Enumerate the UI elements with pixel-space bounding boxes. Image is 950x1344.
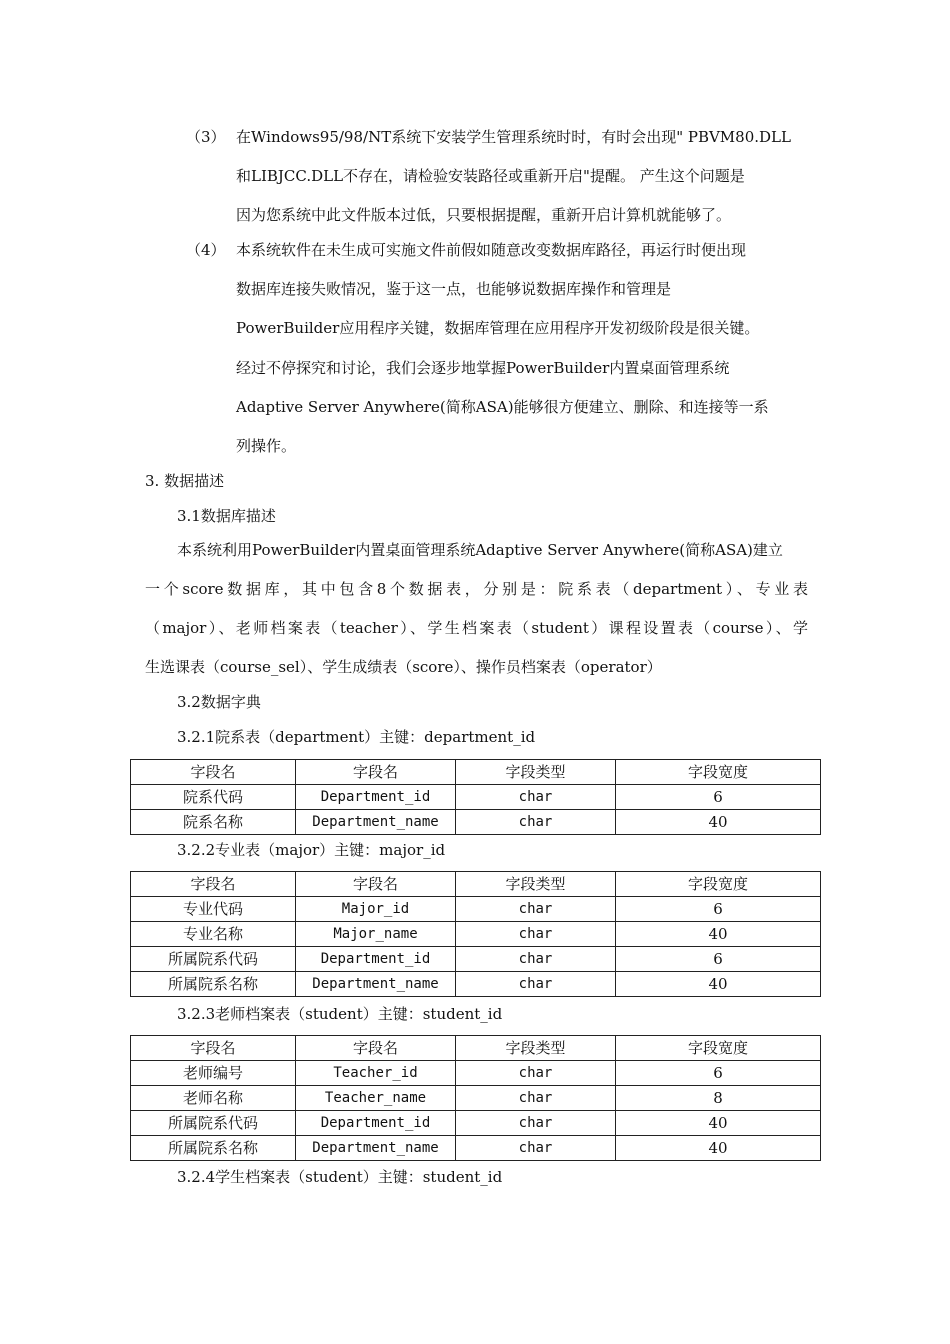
header-cell: 字段名 [296, 760, 456, 785]
header-cell: 字段名 [131, 760, 296, 785]
table-cell: Department_id [296, 947, 456, 972]
header-cell: 字段类型 [456, 760, 616, 785]
table-cell: char [456, 922, 616, 947]
table-cell: 院系名称 [131, 810, 296, 835]
table-major [130, 871, 821, 997]
note-4-number: （4） [186, 241, 226, 259]
section-3-2-heading: 3.2数据字典 [177, 693, 261, 711]
note-3-number: （3） [186, 128, 226, 146]
header-cell: 字段类型 [456, 872, 616, 897]
header-cell: 字段名 [131, 1036, 296, 1061]
table-teacher-caption: 3.2.3老师档案表（student）主键：student_id [177, 1005, 503, 1023]
table-row [131, 972, 821, 997]
table-cell: 40 [616, 1111, 821, 1136]
section-3-1-para-line-1: 本系统利用PowerBuilder内置桌面管理系统Adaptive Server Anywhere(简称ASA)建立 [177, 541, 783, 559]
section-3-1-para-line-4: 生选课表（course_sel）、学生成绩表（score）、操作员档案表（operator） [145, 658, 662, 676]
table-cell: char [456, 897, 616, 922]
table-row [131, 1061, 821, 1086]
note-4-line-1: 本系统软件在未生成可实施文件前假如随意改变数据库路径，再运行时便出现 [236, 241, 747, 259]
table-cell: 40 [616, 810, 821, 835]
note-3-line-1: 在Windows95/98/NT系统下安装学生管理系统时时，有时会出现" PBVM80.DLL [236, 128, 791, 146]
header-cell: 字段宽度 [616, 1036, 821, 1061]
table-cell: 老师编号 [131, 1061, 296, 1086]
note-4-line-5: Adaptive Server Anywhere(简称ASA)能够很方便建立、删除、和连接等一系 [236, 398, 769, 416]
header-cell: 字段类型 [456, 1036, 616, 1061]
header-cell: 字段名 [296, 872, 456, 897]
table-cell: 所属院系代码 [131, 947, 296, 972]
table-cell: char [456, 1111, 616, 1136]
table-cell: char [456, 1136, 616, 1161]
header-cell: 字段名 [131, 872, 296, 897]
table-cell: 40 [616, 1136, 821, 1161]
table-cell: Department_id [296, 785, 456, 810]
header-cell: 字段宽度 [616, 872, 821, 897]
table-cell: 院系代码 [131, 785, 296, 810]
section-3-1-para-line-2: 一个score数据库，其中包含8个数据表，分别是：院系表（department）、专业表 [145, 580, 808, 598]
table-row [131, 897, 821, 922]
table-cell: Department_name [296, 1136, 456, 1161]
table-row [131, 1111, 821, 1136]
table-cell: 40 [616, 922, 821, 947]
table-cell: 40 [616, 972, 821, 997]
table-cell: 6 [616, 785, 821, 810]
table-row [131, 922, 821, 947]
table-student-caption: 3.2.4学生档案表（student）主键：student_id [177, 1168, 503, 1186]
section-3-heading: 3. 数据描述 [145, 472, 225, 490]
table-cell: 所属院系名称 [131, 1136, 296, 1161]
table-cell: char [456, 810, 616, 835]
table-cell: 6 [616, 947, 821, 972]
table-cell: char [456, 947, 616, 972]
table-row [131, 785, 821, 810]
note-4-line-3: PowerBuilder应用程序关键，数据库管理在应用程序开发初级阶段是很关键。 [236, 319, 760, 337]
table-cell: 6 [616, 1061, 821, 1086]
table-cell: 专业代码 [131, 897, 296, 922]
table-department [130, 759, 821, 835]
table-cell: char [456, 785, 616, 810]
table-cell: char [456, 972, 616, 997]
table-major-caption: 3.2.2专业表（major）主键：major_id [177, 841, 446, 859]
table-row [131, 1086, 821, 1111]
note-3-line-3: 因为您系统中此文件版本过低，只要根据提醒，重新开启计算机就能够了。 [236, 206, 732, 224]
header-cell: 字段宽度 [616, 760, 821, 785]
table-cell: Department_id [296, 1111, 456, 1136]
table-cell: 专业名称 [131, 922, 296, 947]
table-teacher [130, 1035, 821, 1161]
table-cell: Department_name [296, 810, 456, 835]
table-cell: 所属院系名称 [131, 972, 296, 997]
table-header-row [131, 872, 821, 897]
table-cell: 所属院系代码 [131, 1111, 296, 1136]
table-cell: char [456, 1086, 616, 1111]
table-department-caption: 3.2.1院系表（department）主键：department_id [177, 728, 536, 746]
table-cell: char [456, 1061, 616, 1086]
note-4-line-6: 列操作。 [236, 437, 297, 455]
table-header-row [131, 1036, 821, 1061]
note-4-line-2: 数据库连接失败情况，鉴于这一点，也能够说数据库操作和管理是 [236, 280, 672, 298]
note-3-line-2: 和LIBJCC.DLL不存在，请检验安装路径或重新开启"提醒。 产生这个问题是 [236, 167, 745, 185]
table-header-row [131, 760, 821, 785]
section-3-1-para-line-3: （major）、老师档案表（teacher）、学生档案表（student）课程设置表（course）、学 [145, 619, 808, 637]
section-3-1-heading: 3.1数据库描述 [177, 507, 276, 525]
table-cell: Teacher_id [296, 1061, 456, 1086]
table-cell: 8 [616, 1086, 821, 1111]
table-cell: 老师名称 [131, 1086, 296, 1111]
table-row [131, 947, 821, 972]
table-cell: Major_id [296, 897, 456, 922]
header-cell: 字段名 [296, 1036, 456, 1061]
table-cell: Major_name [296, 922, 456, 947]
table-row [131, 810, 821, 835]
table-cell: 6 [616, 897, 821, 922]
table-cell: Department_name [296, 972, 456, 997]
note-4-line-4: 经过不停探究和讨论，我们会逐步地掌握PowerBuilder内置桌面管理系统 [236, 359, 730, 377]
table-row [131, 1136, 821, 1161]
table-cell: Teacher_name [296, 1086, 456, 1111]
